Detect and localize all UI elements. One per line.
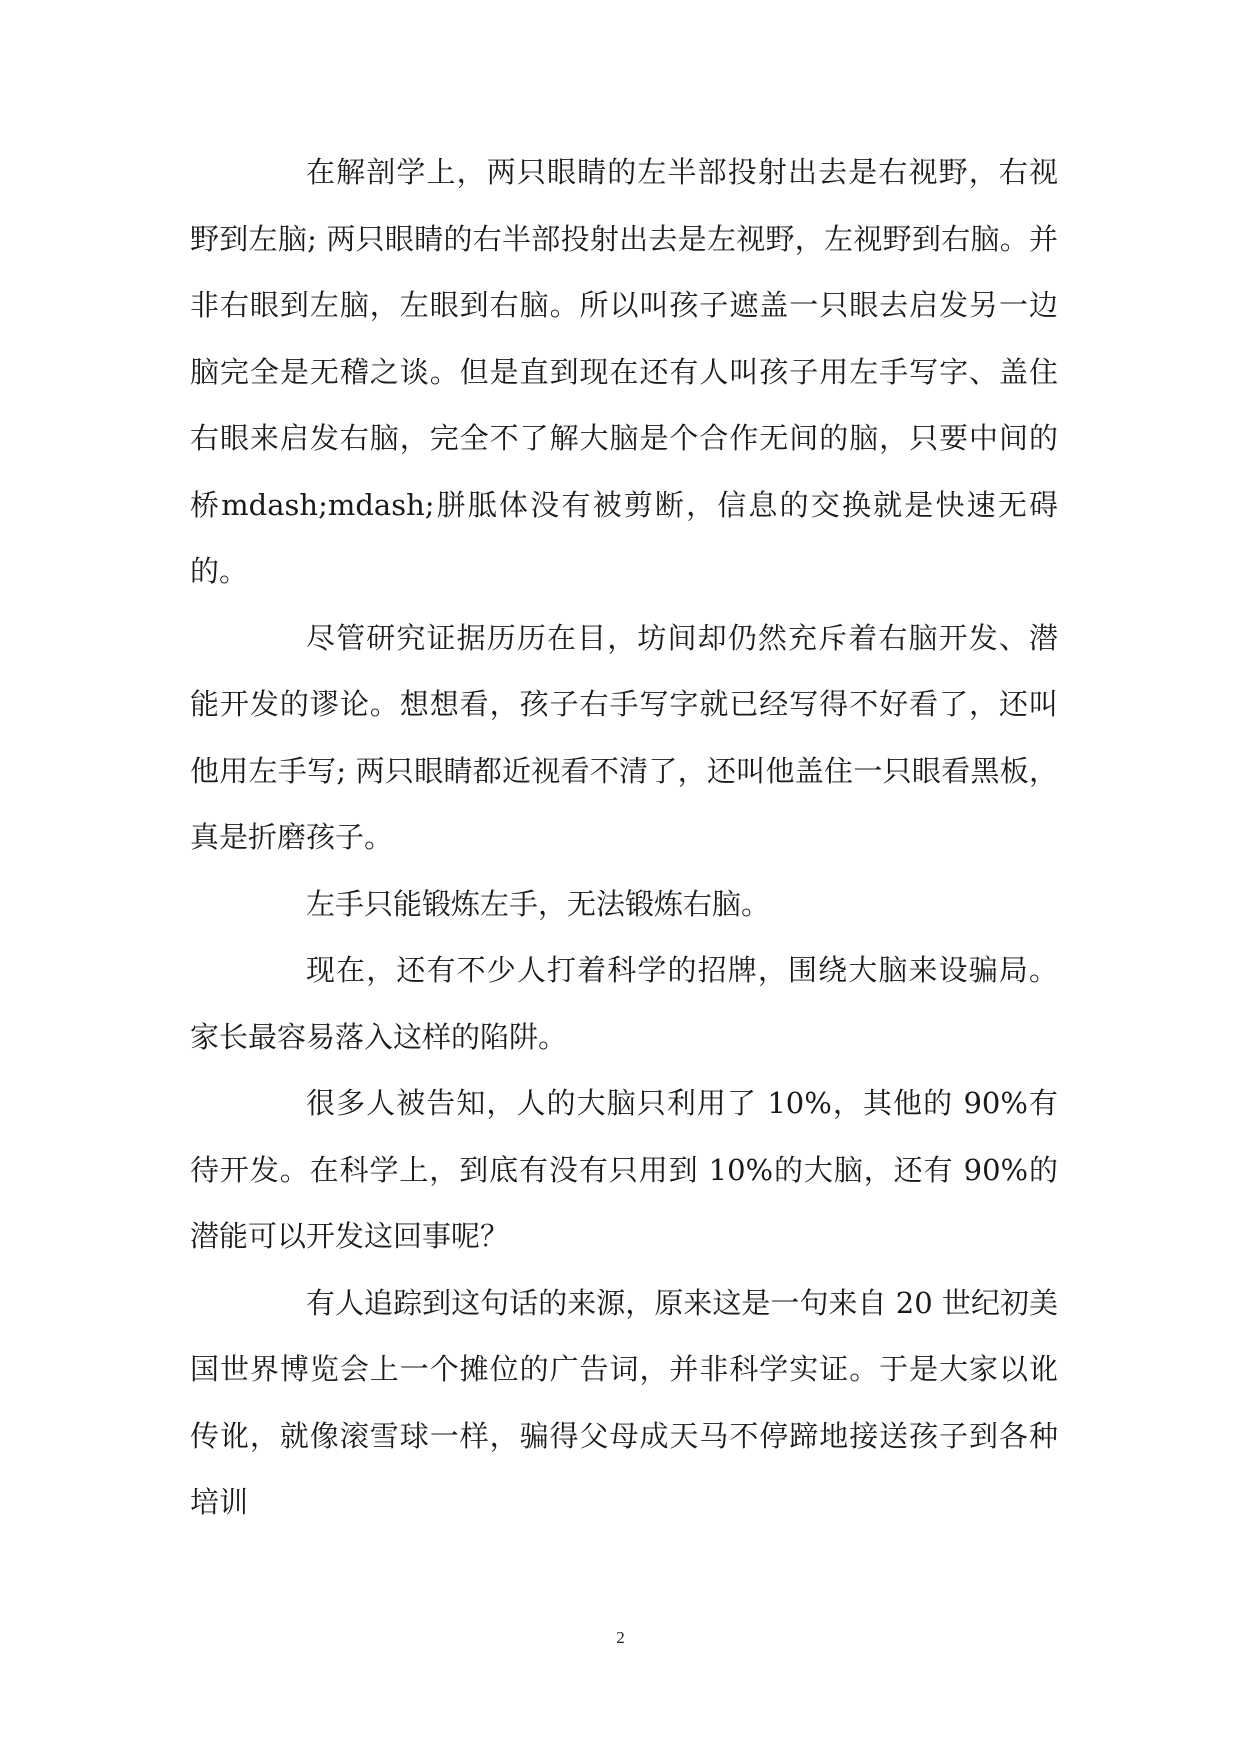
- paragraph-5: 很多人被告知，人的大脑只利用了 10%，其他的 90%有待开发。在科学上，到底有没有只用到 10%的大脑，还有 90%的潜能可以开发这回事呢？: [190, 1086, 1058, 1253]
- paragraph-2: 尽管研究证据历历在目，坊间却仍然充斥着右脑开发、潜能开发的谬论。想想看，孩子右手写字就已经写得不好看了，还叫他用左手写; 两只眼睛都近视看不清了，还叫他盖住一只眼看黑板，真是折磨孩子。: [190, 620, 1058, 854]
- paragraph-4: 现在，还有不少人打着科学的招牌，围绕大脑来设骗局。家长最容易落入这样的陷阱。: [190, 953, 1058, 1054]
- document-body: [190, 139, 1058, 1536]
- paragraph-3: 左手只能锻炼左手，无法锻炼右脑。: [306, 886, 771, 921]
- paragraph-1: 在解剖学上，两只眼睛的左半部投射出去是右视野，右视野到左脑; 两只眼睛的右半部投射出去是左视野，左视野到右脑。并非右眼到左脑，左眼到右脑。所以叫孩子遮盖一只眼去启发另一边脑完全是无稽之谈。但是直到现在还有人叫孩子用左手写字、盖住右眼来启发右脑，完全不了解大脑是个合作无间的脑，只要中间的桥mdash;mdash;胼胝体没有被剪断，信息的交换就是快速无碍的。: [190, 155, 1058, 588]
- page-number: 2: [616, 1628, 625, 1647]
- paragraph-6: 有人追踪到这句话的来源，原来这是一句来自 20 世纪初美国世界博览会上一个摊位的广告词，并非科学实证。于是大家以讹传讹，就像滚雪球一样，骗得父母成天马不停蹄地接送孩子到各种培训: [190, 1285, 1058, 1519]
